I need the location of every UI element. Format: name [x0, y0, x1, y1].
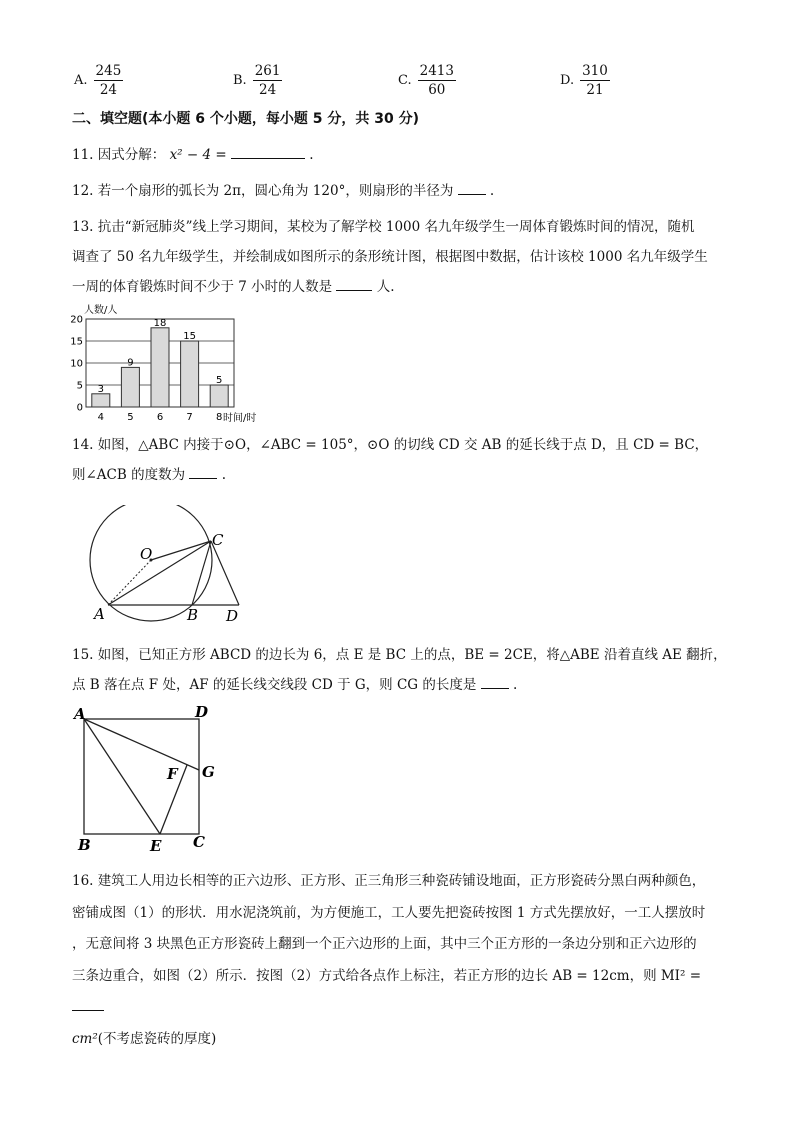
- option-letter: B.: [233, 73, 247, 88]
- question-11: [72, 144, 732, 166]
- question-text: .: [221, 467, 226, 483]
- data-label: 3: [97, 383, 104, 395]
- circle-o: [90, 505, 212, 621]
- option-letter: A.: [74, 73, 88, 88]
- math-expression: x² − 4 =: [169, 147, 227, 163]
- denominator: 24: [99, 82, 118, 98]
- question-text: 15. 如图，已知正方形 ABCD 的边长为 6，点 E 是 BC 上的点，BE = 2CE，将△ABE 沿着直线 AE 翻折，: [72, 647, 727, 663]
- option-b: [233, 62, 282, 99]
- question-text: ，无意间将 3 块黑色正方形瓷砖上翻到一个正六边形的上面，其中三个正方形的一条边分别和正六边形的: [72, 936, 697, 952]
- denominator: 60: [428, 82, 446, 98]
- question-text: 11. 因式分解：: [72, 147, 166, 163]
- unit-text: cm²: [72, 1030, 98, 1047]
- label-g: G: [202, 763, 215, 781]
- question-text-line: [72, 460, 732, 490]
- option-d: [560, 62, 610, 99]
- question-text-line: [72, 961, 732, 1024]
- answer-blank[interactable]: [189, 464, 217, 479]
- answer-blank[interactable]: [72, 996, 104, 1011]
- denominator: 21: [586, 82, 604, 98]
- question-text: 密铺成图（1）的形状．用水泥浇筑前，为方便施工，工人要先把瓷砖按图 1 方式先摆放好，一工人摆放时: [72, 904, 706, 921]
- tangent-cd: [211, 541, 239, 605]
- label-d: D: [195, 703, 209, 721]
- bar-chart: [66, 300, 276, 426]
- question-text: 调查了 50 名九年级学生，并绘制成如图所示的条形统计图，根据图中数据，估计该校 1000 名九年级学生: [72, 249, 708, 265]
- bar-4: [92, 394, 110, 407]
- label-c: C: [193, 833, 205, 851]
- data-label: 9: [127, 357, 134, 369]
- option-c: [398, 62, 456, 99]
- x-tick-label: 4: [97, 412, 104, 423]
- answer-blank[interactable]: [458, 180, 486, 195]
- question-text: 则∠ACB 的度数为: [72, 467, 186, 483]
- data-label: 18: [153, 317, 167, 329]
- y-tick-label: 0: [76, 402, 83, 414]
- answer-blank[interactable]: [336, 276, 372, 291]
- answer-blank[interactable]: [231, 144, 305, 159]
- question-15: [72, 640, 732, 700]
- question-text: 14. 如图，△ABC 内接于⊙O，∠ABC = 105°，⊙O 的切线 CD 交 AB 的延长线于点 D，且 CD = BC，: [72, 437, 709, 453]
- denominator: 24: [258, 82, 277, 98]
- bar-7: [181, 341, 199, 407]
- option-letter: D.: [560, 73, 575, 88]
- question-text-line: [72, 1024, 732, 1056]
- circle-figure: [80, 505, 250, 630]
- question-text-line: [72, 272, 732, 302]
- square-abcd: [84, 719, 199, 834]
- y-tick-label: 10: [70, 358, 83, 370]
- bar-5: [121, 367, 139, 407]
- x-tick-label: 7: [186, 412, 193, 423]
- label-a: A: [94, 605, 105, 623]
- segment-ac: [108, 541, 211, 605]
- label-d: D: [226, 607, 239, 625]
- question-text: 三条边重合，如图（2）所示．按图（2）方式给各点作上标注，若正方形的边长 AB = 12cm，则 MI² =: [72, 967, 702, 984]
- numerator: 310: [582, 63, 608, 79]
- question-text: .: [489, 183, 495, 199]
- y-axis-label: 人数/人: [84, 305, 118, 316]
- question-16: [72, 866, 732, 1055]
- square-figure: [70, 700, 230, 855]
- label-b: B: [187, 606, 199, 624]
- question-text: 人.: [376, 279, 395, 295]
- y-tick-label: 15: [70, 336, 83, 348]
- y-tick-label: 5: [76, 380, 83, 392]
- numerator: 2413: [419, 63, 454, 79]
- bar-6: [151, 328, 169, 407]
- bar-8: [210, 385, 228, 407]
- question-text: 13. 抗击“新冠肺炎”线上学习期间，某校为了解学校 1000 名九年级学生一周体育锻炼时间的情况，随机: [72, 219, 695, 235]
- label-a: A: [74, 705, 86, 723]
- x-tick-label: 8: [216, 412, 223, 423]
- question-text: 一周的体育锻炼时间不少于 7 小时的人数是: [72, 279, 333, 295]
- x-tick-label: 5: [127, 412, 134, 423]
- option-a: [74, 62, 123, 99]
- option-fraction: [580, 62, 610, 99]
- data-label: 15: [183, 331, 196, 342]
- question-text: .: [309, 147, 314, 163]
- question-13: [72, 212, 732, 302]
- question-text: 点 B 落在点 F 处，AF 的延长线交线段 CD 于 G，则 CG 的长度是: [72, 677, 477, 693]
- option-fraction: [94, 62, 124, 99]
- question-text: (不考虑瓷砖的厚度): [97, 1030, 217, 1047]
- label-c: C: [212, 531, 224, 549]
- label-f: F: [167, 765, 178, 783]
- x-axis-label: 时间/时: [223, 413, 257, 424]
- y-tick-label: 20: [70, 314, 83, 326]
- option-fraction: [418, 62, 456, 99]
- answer-blank[interactable]: [481, 674, 509, 689]
- option-letter: C.: [398, 73, 412, 88]
- question-text-line: [72, 670, 732, 700]
- question-text: 12. 若一个扇形的弧长为 2π，圆心角为 120°，则扇形的半径为: [72, 183, 454, 199]
- numerator: 261: [254, 63, 281, 79]
- segment-oc: [151, 541, 211, 560]
- question-14: [72, 430, 732, 490]
- data-label: 5: [216, 375, 223, 386]
- label-b: B: [78, 836, 91, 854]
- question-text: 16. 建筑工人用边长相等的正六边形、正方形、正三角形三种瓷砖铺设地面，正方形瓷砖分黑白两种颜色，: [72, 873, 706, 889]
- label-o: O: [140, 545, 153, 563]
- chart-bars: [92, 318, 228, 407]
- label-e: E: [150, 837, 162, 855]
- section-title: 二、填空题(本小题 6 个小题，每小题 5 分，共 30 分): [72, 111, 420, 127]
- x-tick-label: 6: [156, 412, 164, 423]
- numerator: 245: [95, 63, 122, 79]
- question-12: [72, 180, 732, 202]
- option-fraction: [253, 62, 283, 99]
- question-text: .: [512, 677, 518, 693]
